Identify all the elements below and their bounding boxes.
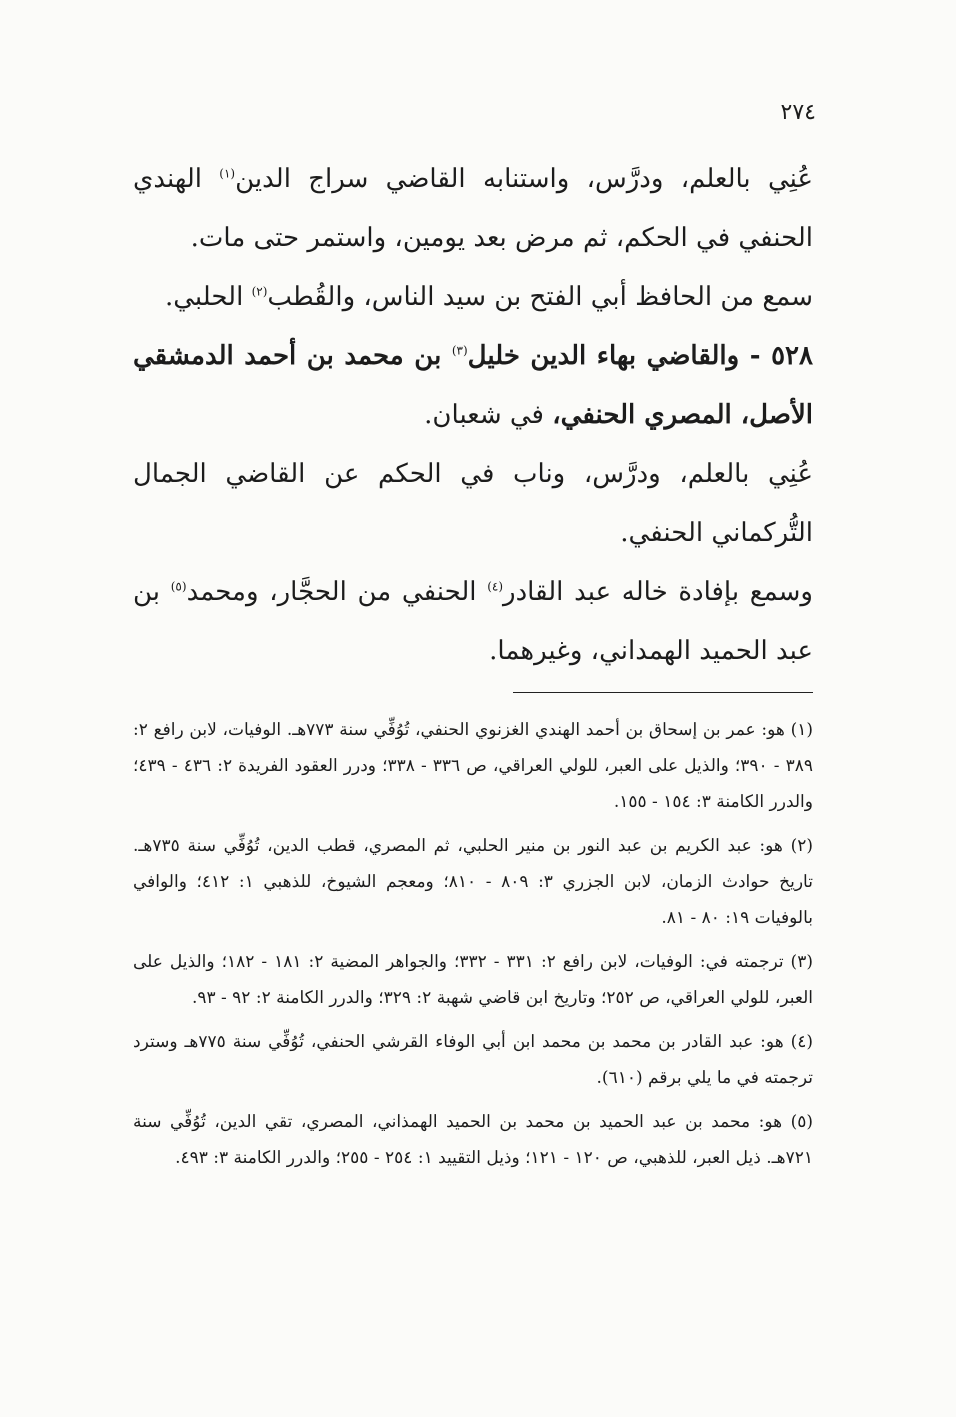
entry-heading-cont: بن محمد بن أحمد الدمشقي الأصل، المصري الحنفي، — [133, 341, 813, 430]
main-text — [133, 150, 813, 681]
footnote-2: (٢) هو: عبد الكريم بن عبد النور بن منير الحلبي، ثم المصري، قطب الدين، تُوُفِّي سنة ٧٣٥هـ. تاريخ حوادث الزمان، لابن الجزري ٣: ٨٠٩ - ٨١٠؛ ومعجم الشيوخ، للذهبي ١: ٤١٢؛ والوافي بالوفيات ١٩: ٨٠ - ٨١. — [133, 836, 813, 928]
footnote-3: (٣) ترجمته في: الوفيات، لابن رافع ٢: ٣٣١ - ٣٣٢؛ والجواهر المضية ٢: ١٨١ - ١٨٢؛ والذيل على العبر، للولي العراقي، ص ٢٥٢؛ وتاريخ ابن قاضي شهبة ٢: ٣٢٩؛ والدرر الكامنة ٢: ٩٢ - ٩٣. — [133, 952, 813, 1008]
entry-528: ٥٢٨ - والقاضي بهاء الدين خليل$^{(٣)}$ بن محمد بن أحمد الدمشقي الأصل، المصري الحنفي، في شعبان. — [133, 341, 813, 430]
footnote-1: (١) هو: عمر بن إسحاق بن أحمد الهندي الغزنوي الحنفي، تُوُفِّي سنة ٧٧٣هـ. الوفيات، لابن رافع ٢: ٣٨٩ - ٣٩٠؛ والذيل على العبر، للولي العراقي، ص ٣٣٦ - ٣٣٨؛ ودرر العقود الفريدة ٢: ٤٣٦ - ٤٣٩؛ والدرر الكامنة ٣: ١٥٤ - ١٥٥. — [133, 720, 814, 812]
footnote-ref-2: (٢) — [251, 284, 268, 299]
footnote-4: (٤) هو: عبد القادر بن محمد بن محمد ابن أبي الوفاء القرشي الحنفي، تُوُفِّي سنة ٧٧٥هـ وسترد ترجمته في ما يلي برقم (٦١٠). — [133, 1032, 813, 1088]
entry-number: ٥٢٨ - — [739, 341, 813, 371]
page-number: ٢٧٤ — [780, 100, 816, 125]
paragraph-5: وسمع بإفادة خاله عبد القادر$^{(٤)}$ الحنفي من الحجَّار، ومحمد$^{(٥)}$ بن عبد الحميد الهمداني، وغيرهما. — [133, 577, 813, 666]
footnote-divider — [513, 692, 813, 693]
paragraph-2: سمع من الحافظ أبي الفتح بن سيد الناس، والقُطب$^{(٢)}$ الحلبي. — [165, 282, 813, 312]
paragraph-1: عُنِي بالعلم، ودرَّس، واستنابه القاضي سراج الدين$^{(١)}$ الهندي الحنفي في الحكم، ثم مرض بعد يومين، واستمر حتى مات. — [133, 164, 813, 253]
paragraph-4: عُنِي بالعلم، ودرَّس، وناب في الحكم عن القاضي الجمال التُّركماني الحنفي. — [133, 459, 813, 548]
footnotes — [133, 712, 813, 1184]
footnote-ref-5: (٥) — [170, 579, 187, 594]
footnote-5: (٥) هو: محمد بن عبد الحميد بن محمد بن الحميد الهمذاني، المصري، تقي الدين، تُوُفِّي سنة ٧٢١هـ. ذيل العبر، للذهبي، ص ١٢٠ - ١٢١؛ وذيل التقييد ١: ٢٥٤ - ٢٥٥؛ والدرر الكامنة ٣: ٤٩٣. — [133, 1112, 813, 1168]
footnote-ref-3: (٣) — [451, 343, 468, 358]
footnote-ref-1: (١) — [219, 166, 236, 181]
footnote-ref-4: (٤) — [487, 579, 504, 594]
entry-heading: والقاضي بهاء الدين خليل — [467, 341, 740, 371]
